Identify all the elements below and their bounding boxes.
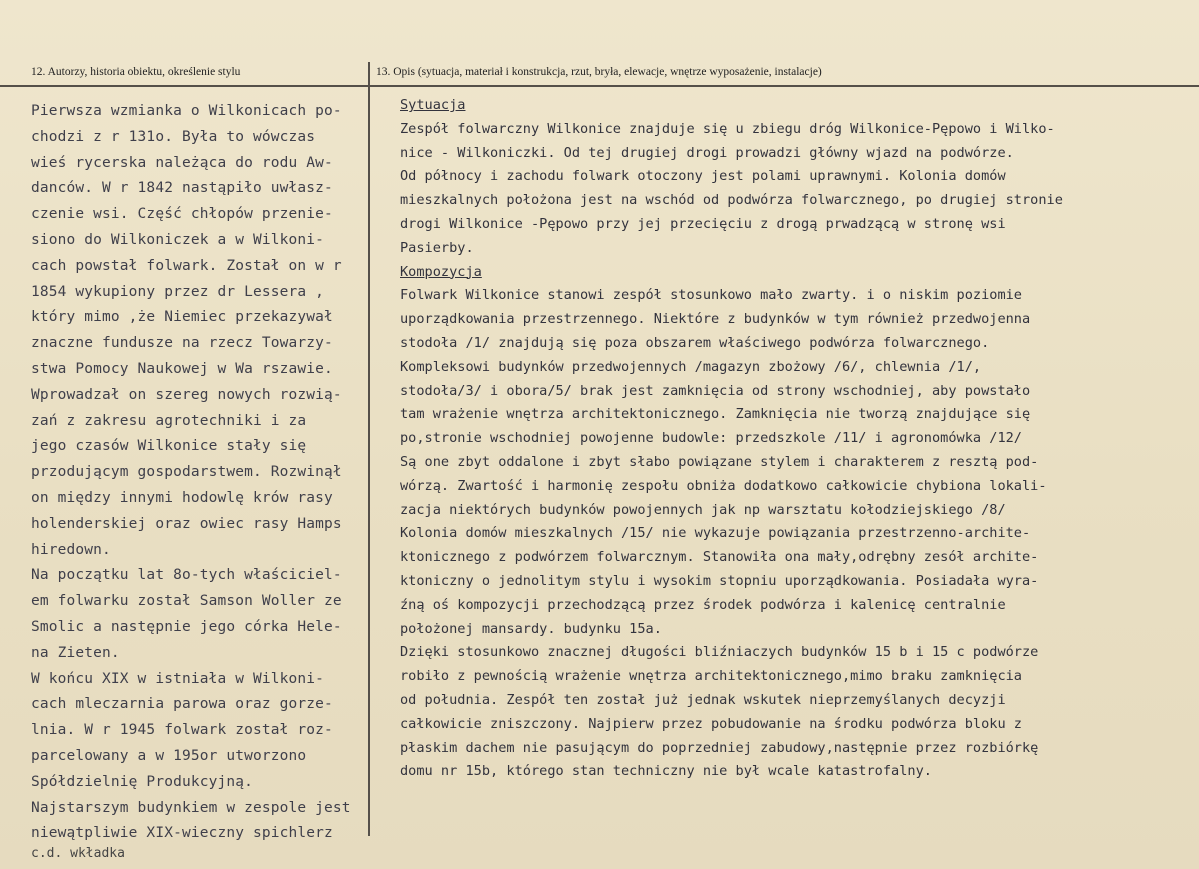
description-line: Pasierby. xyxy=(400,239,474,256)
history-line: znaczne fundusze na rzecz Towarzy- xyxy=(31,335,333,352)
history-line: danców. W r 1842 nastąpiło uwłasz- xyxy=(31,180,333,197)
description-line: Dzięki stosunkowo znacznej długości bliźniaczych budynków 15 b i 15 c podwórze xyxy=(400,644,1039,661)
history-line: Wprowadzał on szereg nowych rozwią- xyxy=(31,386,342,403)
history-line: przodującym gospodarstwem. Rozwinął xyxy=(31,464,342,481)
history-text-column xyxy=(31,99,367,847)
history-line: parcelowany a w 195or utworzono xyxy=(31,747,307,764)
section-heading: Sytuacja xyxy=(400,97,466,113)
description-line: Od północy i zachodu folwark otoczony jest polami uprawnymi. Kolonia domów xyxy=(400,168,1006,185)
description-line: nice - Wilkoniczki. Od tej drugiej drogi prowadzi główny wjazd na podwórze. xyxy=(400,144,1014,161)
history-line: lnia. W r 1945 folwark został roz- xyxy=(31,722,333,739)
history-line: on między innymi hodowlę krów rasy xyxy=(31,489,333,506)
description-line: Kolonia domów mieszkalnych /15/ nie wykazuje powiązania przestrzenno-archite- xyxy=(400,525,1031,542)
description-line: uporządkowania przestrzennego. Niektóre z budynków w tym również przedwojenna xyxy=(400,311,1031,328)
description-line: ktonicznego z podwórzem folwarcznym. Stanowiła ona mały,odrębny zesół archite- xyxy=(400,549,1039,566)
description-line: Kompleksowi budynków przedwojennych /magazyn zbożowy /6/, chlewnia /1/, xyxy=(400,358,982,375)
history-line: Smolic a następnie jego córka Hele- xyxy=(31,618,342,635)
history-line: chodzi z r 131o. Była to wówczas xyxy=(31,128,316,145)
history-line: jego czasów Wilkonice stały się xyxy=(31,438,307,455)
history-line: niewątpliwie XIX-wieczny spichlerz xyxy=(31,825,333,842)
description-line: stodoła /1/ znajdują się poza obszarem właściwego podwórza folwarcznego. xyxy=(400,334,990,351)
description-line: po,stronie wschodniej powojenne budowle: przedszkole /11/ i agronomówka /12/ xyxy=(400,430,1022,447)
description-line: źną oś kompozycji przechodzącą przez środek podwórza i kalenicę centralnie xyxy=(400,596,1006,613)
history-line: 1854 wykupiony przez dr Lessera , xyxy=(31,283,325,300)
history-line: Spółdzielnię Produkcyjną. xyxy=(31,773,253,790)
history-line: który mimo ,że Niemiec przekazywał xyxy=(31,309,333,326)
description-line: tam wrażenie wnętrza architektonicznego. Zamknięcia nie tworzą znajdujące się xyxy=(400,406,1031,423)
description-line: całkowicie zniszczony. Najpierw przez pobudowanie na środku podwórza bloku z xyxy=(400,715,1022,732)
section-12-header: 12. Autorzy, historia obiektu, określenie stylu xyxy=(31,66,241,78)
description-line: ktoniczny o jednolitym stylu i wysokim stopniu uporządkowania. Posiadała wyra- xyxy=(400,572,1039,589)
history-line: W końcu XIX w istniała w Wilkoni- xyxy=(31,670,325,687)
description-line: drogi Wilkonice -Pępowo przy jej przecięciu z drogą prwadzącą w stronę wsi xyxy=(400,215,1006,232)
history-line: Najstarszym budynkiem w zespole jest xyxy=(31,799,351,816)
history-line: Pierwsza wzmianka o Wilkonicach po- xyxy=(31,103,342,119)
section-heading: Kompozycja xyxy=(400,263,482,280)
description-line: zacja niektórych budynków powojennych jak np warsztatu kołodziejskiego /8/ xyxy=(400,501,1006,518)
description-line: robiło z pewnością wrażenie wnętrza architektonicznego,mimo braku zamknięcia xyxy=(400,668,1022,685)
description-line: Zespół folwarczny Wilkonice znajduje się u zbiegu dróg Wilkonice-Pępowo i Wilko- xyxy=(400,120,1055,137)
history-line: em folwarku został Samson Woller ze xyxy=(31,593,342,610)
header-rule xyxy=(0,85,1199,87)
description-line: wórzą. Zwartość i harmonię zespołu obniża dodatkowo całkowicie chybiona lokali- xyxy=(400,477,1047,494)
history-line: siono do Wilkoniczek a w Wilkoni- xyxy=(31,231,325,248)
description-line: położonej mansardy. budynku 15a. xyxy=(400,620,662,637)
history-line: holenderskiej oraz owiec rasy Hamps xyxy=(31,515,342,532)
description-line: płaskim dachem nie pasującym do poprzedniej zabudowy,następnie przez rozbiórkę xyxy=(400,739,1039,756)
history-line: czenie wsi. Część chłopów przenie- xyxy=(31,206,333,223)
description-line: domu nr 15b, którego stan techniczny nie był wcale katastrofalny. xyxy=(400,763,932,780)
history-line: na Zieten. xyxy=(31,644,120,661)
history-line: hiredown. xyxy=(31,541,111,558)
description-text-column xyxy=(400,94,1190,784)
section-13-header: 13. Opis (sytuacja, materiał i konstrukcja, rzut, bryła, elewacje, wnętrze wyposażenie, instalacje) xyxy=(376,66,822,78)
history-line: cach mleczarnia parowa oraz gorze- xyxy=(31,696,333,713)
column-divider xyxy=(368,62,370,836)
history-line: Na początku lat 8o-tych właściciel- xyxy=(31,567,342,584)
history-line: wieś rycerska należąca do rodu Aw- xyxy=(31,154,333,171)
description-line: mieszkalnych położona jest na wschód od podwórza folwarcznego, po drugiej stronie xyxy=(400,192,1063,209)
description-line: Są one zbyt oddalone i zbyt słabo powiązane stylem i charakterem z resztą pod- xyxy=(400,453,1039,470)
history-line: zań z zakresu agrotechniki i za xyxy=(31,412,307,429)
history-line: stwa Pomocy Naukowej w Wa rszawie. xyxy=(31,360,333,377)
continuation-note: c.d. wkładka xyxy=(31,846,125,861)
description-line: od południa. Zespół ten został już jednak wskutek nieprzemyślanych decyzji xyxy=(400,691,1006,708)
history-line: cach powstał folwark. Został on w r xyxy=(31,257,342,274)
description-line: Folwark Wilkonice stanowi zespół stosunkowo mało zwarty. i o niskim poziomie xyxy=(400,287,1022,304)
description-line: stodoła/3/ i obora/5/ brak jest zamknięcia od strony wschodniej, aby powstało xyxy=(400,382,1031,399)
